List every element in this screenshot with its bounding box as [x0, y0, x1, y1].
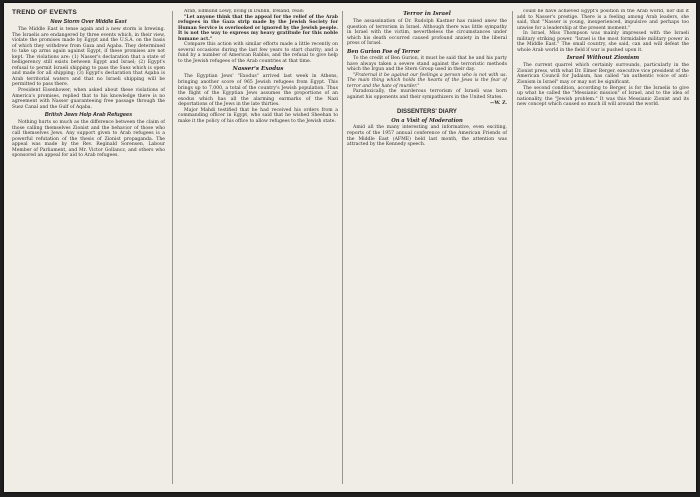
paragraph: Amid all the many interesting and informative, even exciting, reports of the 1957 annual conference of the American Friends of the Middle East (AFME) held last month, the attention was attracted by the Kennedy speech. [347, 125, 507, 148]
column-divider [512, 11, 513, 484]
paragraph: The Middle East is tense again and a new storm is brewing. The Israelis are endangered by three events which, in their view, violate the promises made by Egypt and the U.S.A. on the basis of which they withdrew from Gaza and Aqaba. They determined to take up arms again against Egypt, if these promises are not kept. The violations are: (1) Nasser's declaration that a state of belligerency still exists between Egypt and Israel; (2) Egypt's refusal to permit Israeli shipping to pass the Suez which is open and made for all shipping; (3) Egypt's declaration that Aqaba is Arab territorial waters and that no Israeli shipping will be permitted to pass there. [12, 27, 165, 88]
subheading: On a Visit of Moderation [391, 118, 463, 125]
paragraph: The Egyptian Jews' "Exodus" arrived last week in Athens, bringing another score of 965 Jewish refugees from Egypt. This brings up to 7,000, a total of the country's Jewish population. Thus the flight of the Egyptian Jews assumes the proportions of an exodus which has all the alarming earmarks of the Nazi deportations of the Jews in the late thirties. [178, 74, 338, 108]
article-heading: New Storm Over Middle East [50, 19, 127, 25]
column-2 [178, 9, 338, 488]
quote: "Let anyone think that the appeal for the relief of the Arab refugees in the Gaza strip made by the Jewish Society for Human Service is overlooked or ignored by the Jewish people. It is not the way to express my heavy gratitude for this noble humane act." [178, 14, 338, 42]
paragraph: Arab, Edmund Lewy, living in Dublin, Ireland, read: [184, 9, 305, 14]
section-title: DISSENTERS' DIARY [397, 109, 457, 116]
paragraph: The assassination of Dr. Rudolph Kastner has raised anew the question of terrorism in Israel. Although there was little sympathy in Israel with the victim, nevertheless the circumstances under which his death occurred caused profound anxiety in the liberal press of Israel. [347, 19, 507, 47]
column-divider [342, 11, 343, 484]
paragraph: Nothing hurts so much as the difference between the claim of those calling themselves Zionist and the behavior of those who call themselves Jews. Any support given to Arab refugees is a powerful refutation of the thesis of Zionist propaganda. The appeal was made by the Rev. Reginald Sorensen, Labour Member of Parliament, and Mr. Victor Gollancz, and others who sponsored an appeal for aid to Arab refugees. [12, 120, 165, 159]
paragraph: Paradoxically, the murderous terrorism of Israeli was born against his opponents and their sympathizers in the United States. [347, 89, 507, 100]
paragraph: Major Mahdi testified that he had received his orders from a commanding officer in Egypt, who said that he wished Sheehan to make it the policy of his office to allow refugees to the Jewish state. [178, 107, 338, 124]
subheading: Ben Gurion Foe of Terror [347, 48, 420, 55]
article-heading: Terror in Israel [403, 11, 451, 17]
paragraph: The second condition, according to Berger, is for the Israelis to give up what he called the "Messianic mission" of Israel, and to the idea of nationality, the "Jewish problem." It was this Messianic Zionist and its new concept which caused so much ill will around the world. [517, 85, 689, 108]
column-4 [517, 9, 689, 488]
column-1 [12, 9, 165, 488]
paragraph: To the credit of Ben Gurion, it must be said that he and his party have always taken a severe stand against the terroristic methods which the Irgun and the Stern Group used in their day. [347, 56, 507, 73]
paragraph: Compare this action with similar efforts made a little recently on several occasions during the last few years to start charity; and a fund by a number of American Rabbis, and the refusal to give help to the Jewish refugees of the Arab countries at that time. [178, 42, 338, 64]
signature: —W. Z. [489, 100, 507, 106]
quote: "Fraternal it be against our feelings a person who is not with us. The main thing which holds the hearts of the Jews is the fear of terror and the hate of murder." [347, 72, 507, 89]
paragraph: could he have achieved Egypt's position in the Arab world, nor did it add to Nasser's prestige. There is a feeling among Arab leaders, she said, that "Nasser is young, inexperienced, impulsive and perhaps too unwise for a leadership at the present moment." [517, 9, 689, 31]
paragraph: In Israel, Miss Thompson was mainly impressed with the Israeli military striking power. "Israel is the most formidable military power in the Middle East." The small country, she said, can and will defeat the whole Arab world in the field if war is pushed upon it. [517, 31, 689, 53]
paragraph: The current quarrel which certainly surrounds, particularly in the Zionist press, with what Dr. Elmer Berger, executive vice president of the American Council for Judaism, has called "an authentic voice of anti-Zionism in Israel" may or may not be significant. [517, 63, 689, 86]
article-heading: Nasser's Exodus [232, 66, 284, 73]
paragraph: President Eisenhower, when asked about these violations of America's promises, replied that to his knowledge there is no agreement with Nasser guaranteeing free passage through the Suez Canal and the Gulf of Aqaba. [12, 88, 165, 110]
column-3 [347, 9, 507, 488]
article-heading: British Jews Help Arab Refugees [44, 112, 133, 119]
newsletter-page [4, 3, 696, 492]
column-divider [172, 11, 173, 484]
article-heading: Israel Without Zionism [566, 55, 640, 62]
section-title: TREND OF EVENTS [12, 9, 77, 16]
